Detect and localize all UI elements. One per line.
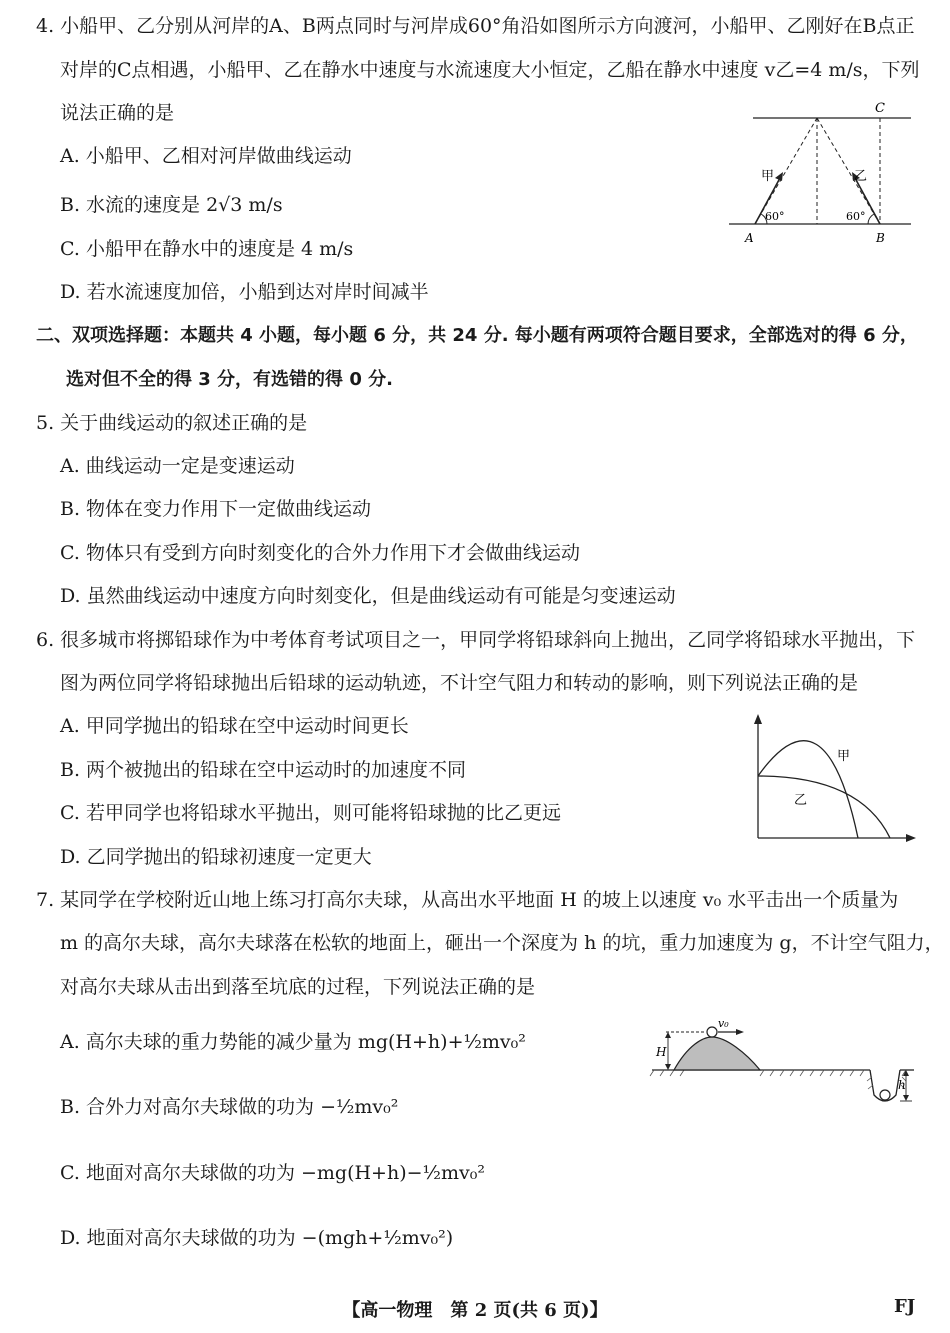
label-yi: 乙 [794,793,808,808]
golf-ball-in-pit [880,1090,890,1100]
q5-option-a: A. 曲线运动一定是变速运动 [60,455,295,477]
angle-a-label: 60° [765,210,785,223]
q5-option-d: D. 虽然曲线运动中速度方向时刻变化，但是曲线运动有可能是匀变速运动 [60,585,676,607]
section2-header-line2: 选对但不全的得 3 分，有选错的得 0 分. [66,369,393,390]
hill-slope [674,1037,760,1070]
label-jia: 甲 [837,749,851,764]
h-small-arrow-bottom [903,1095,909,1101]
q7-option-d: D. 地面对高尔夫球做的功为 −(mgh+½mv₀²) [60,1227,454,1249]
label-c: C [875,101,885,116]
h-dimension-arrow-top [665,1032,671,1038]
y-axis-arrowhead [754,714,762,724]
q7-stem-line2: m 的高尔夫球，高尔夫球落在松软的地面上，砸出一个深度为 h 的坑，重力加速度为 g，不计空气阻力， [60,932,944,954]
q4-option-c: C. 小船甲在静水中的速度是 4 m/s [60,238,354,260]
q4-option-a: A. 小船甲、乙相对河岸做曲线运动 [60,145,352,167]
river-crossing-figure [725,98,920,250]
q7-option-b: B. 合外力对高尔夫球做的功为 −½mv₀² [60,1096,399,1118]
q6-stem-line2: 图为两位同学将铅球抛出后铅球的运动轨迹，不计空气阻力和转动的影响，则下列说法正确的是 [60,672,859,694]
label-yi: 乙 [854,169,868,184]
label-v0: v₀ [718,1017,729,1030]
trajectory-yi [758,776,890,838]
velocity-a-arrowhead [775,172,783,181]
page-footer: 【高一物理 第 2 页(共 6 页)】 [342,1300,608,1321]
golf-ball-on-hill [707,1027,717,1037]
v0-arrowhead [736,1029,744,1035]
x-axis-arrowhead [906,834,916,842]
q7-option-a: A. 高尔夫球的重力势能的减少量为 mg(H+h)+½mv₀² [60,1031,526,1053]
q4-stem-line3: 说法正确的是 [60,102,175,124]
ground-hatching [650,1070,906,1076]
golf-hill-figure [648,1015,918,1107]
q7-stem-line1: 7. 某同学在学校附近山地上练习打高尔夫球，从高出水平地面 H 的坡上以速度 v₀ 水平击出一个质量为 [36,889,899,911]
q7-stem-line3: 对高尔夫球从击出到落至坑底的过程，下列说法正确的是 [60,976,536,998]
label-a: A [745,231,754,245]
q6-option-a: A. 甲同学抛出的铅球在空中运动时间更长 [60,715,409,737]
label-jia: 甲 [761,169,775,184]
q4-option-b: B. 水流的速度是 2√3 m/s [60,194,283,216]
q6-option-b: B. 两个被抛出的铅球在空中运动时的加速度不同 [60,759,467,781]
q4-stem-line2: 对岸的C点相遇，小船甲、乙在静水中速度与水流速度大小恒定，乙船在静水中速度 v乙=4 m/s，下列 [60,59,920,81]
q5-stem: 5. 关于曲线运动的叙述正确的是 [36,412,308,434]
angle-b-label: 60° [846,210,866,223]
label-H: H [656,1045,667,1059]
q6-stem-line1: 6. 很多城市将掷铅球作为中考体育考试项目之一，甲同学将铅球斜向上抛出，乙同学将铅球水平抛出，下 [36,629,916,651]
section2-header-line1: 二、双项选择题：本题共 4 小题，每小题 6 分，共 24 分. 每小题有两项符合题目要求，全部选对的得 6 分， [36,325,918,346]
q5-option-c: C. 物体只有受到方向时刻变化的合外力作用下才会做曲线运动 [60,542,580,564]
h-dimension-arrow-bottom [665,1064,671,1070]
label-b: B [876,231,885,245]
q4-stem-line1: 4. 小船甲、乙分别从河岸的A、B两点同时与河岸成60°角沿如图所示方向渡河，小船甲、乙刚好在B点正 [36,15,915,37]
angle-b-arc [868,214,874,224]
shot-put-trajectory-figure [750,712,920,842]
label-h: h [898,1078,906,1092]
q6-option-d: D. 乙同学抛出的铅球初速度一定更大 [60,846,372,868]
footer-code: FJ [894,1296,916,1317]
q7-option-c: C. 地面对高尔夫球做的功为 −mg(H+h)−½mv₀² [60,1162,485,1184]
q6-option-c: C. 若甲同学也将铅球水平抛出，则可能将铅球抛的比乙更远 [60,802,561,824]
q5-option-b: B. 物体在变力作用下一定做曲线运动 [60,498,372,520]
q4-option-d: D. 若水流速度加倍，小船到达对岸时间减半 [60,281,429,303]
